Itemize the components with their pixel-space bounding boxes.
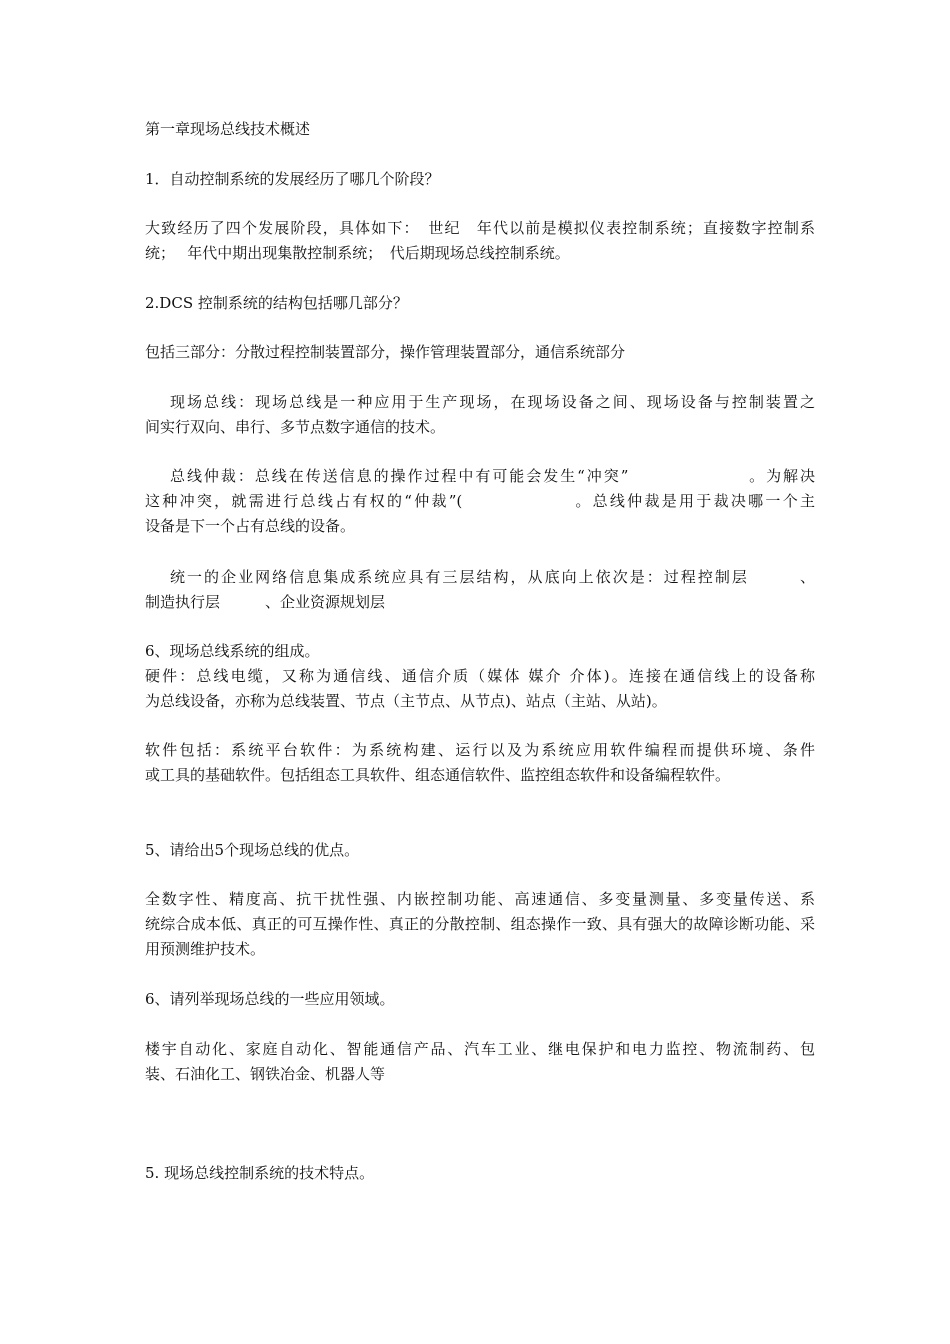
advantages-line-1: 全数字性、精度高、抗干扰性强、内嵌控制功能、高速通信、多变量测量、多变量传送、系: [145, 890, 815, 908]
advantages-line-3: 用预测维护技术。: [145, 940, 266, 958]
arbitration-definition-line-1: 总线仲裁：总线在传送信息的操作过程中有可能会发生“冲突” 。为解决: [170, 467, 815, 485]
applications-line-1: 楼宇自动化、家庭自动化、智能通信产品、汽车工业、继电保护和电力监控、物流制药、包: [145, 1040, 815, 1058]
applications-line-2: 装、石油化工、钢铁冶金、机器人等: [145, 1065, 386, 1083]
features-heading: 5. 现场总线控制系统的技术特点。: [145, 1164, 375, 1182]
q1-question: 1．自动控制系统的发展经历了哪几个阶段？: [145, 170, 440, 188]
q1-answer-line-1: 大致经历了四个发展阶段，具体如下： 世纪 年代以前是模拟仪表控制系统；直接数字控制系: [145, 219, 815, 237]
software-line-1: 软件包括：系统平台软件：为系统构建、运行以及为系统应用软件编程而提供环境、条件: [145, 741, 815, 759]
advantages-heading: 5、请给出5个现场总线的优点。: [145, 841, 360, 859]
applications-heading: 6、请列举现场总线的一些应用领域。: [145, 990, 395, 1008]
q1-answer-line-2: 统； 年代中期出现集散控制系统； 代后期现场总线控制系统。: [145, 244, 570, 262]
arbitration-definition-line-2: 这种冲突，就需进行总线占有权的“仲裁”( 。总线仲裁是用于裁决哪一个主: [145, 492, 815, 510]
software-line-2: 或工具的基础软件。包括组态工具软件、组态通信软件、监控组态软件和设备编程软件。: [145, 766, 731, 784]
advantages-line-2: 统综合成本低、真正的可互操作性、真正的分散控制、组态操作一致、具有强大的故障诊断功能、采: [145, 915, 815, 933]
hardware-line-2: 为总线设备，亦称为总线装置、节点（主节点、从节点)、站点（主站、从站)。: [145, 692, 667, 710]
q2-answer: 包括三部分：分散过程控制装置部分，操作管理装置部分，通信系统部分: [145, 343, 626, 361]
composition-heading: 6、现场总线系统的组成。: [145, 642, 320, 660]
enterprise-layers-line-1: 统一的企业网络信息集成系统应具有三层结构，从底向上依次是：过程控制层 、: [170, 568, 815, 586]
enterprise-layers-line-2: 制造执行层 、企业资源规划层: [145, 593, 386, 611]
fieldbus-definition-line-1: 现场总线：现场总线是一种应用于生产现场，在现场设备之间、现场设备与控制装置之: [170, 393, 815, 411]
q2-question: 2.DCS 控制系统的结构包括哪几部分？: [145, 294, 408, 312]
arbitration-definition-line-3: 设备是下一个占有总线的设备。: [145, 517, 356, 535]
chapter-title: 第一章现场总线技术概述: [145, 120, 311, 138]
hardware-line-1: 硬件：总线电缆，又称为通信线、通信介质（媒体 媒介 介体)。连接在通信线上的设备称: [145, 667, 815, 685]
fieldbus-definition-line-2: 间实行双向、串行、多节点数字通信的技术。: [145, 418, 446, 436]
